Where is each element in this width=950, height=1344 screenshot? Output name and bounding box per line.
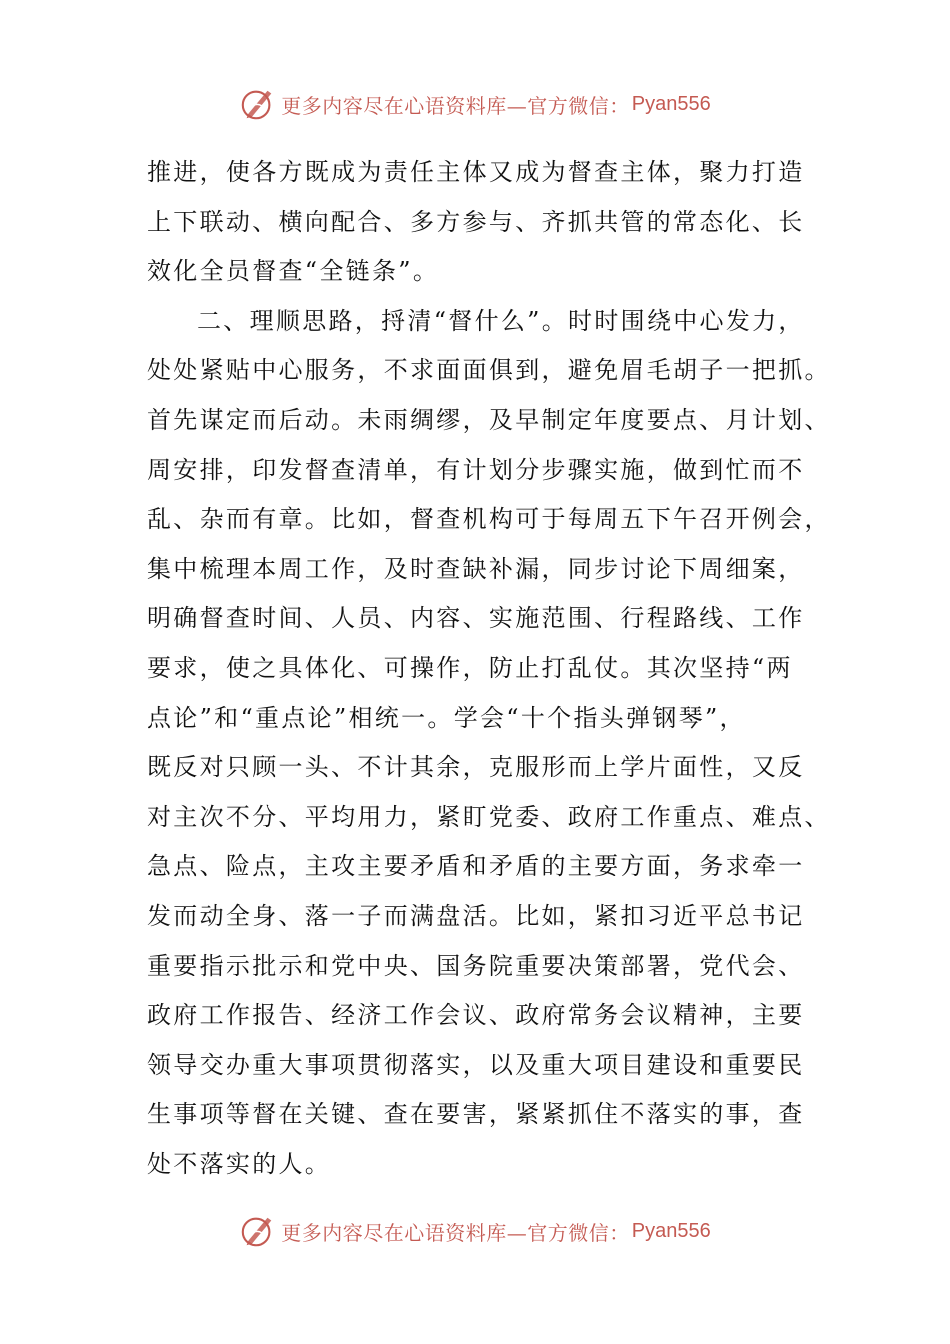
text-line: 既反对只顾一头、不计其余，克服形而上学片面性，又反 bbox=[147, 753, 805, 782]
text-line: 急点、险点，主攻主要矛盾和矛盾的主要方面，务求牵一 bbox=[147, 852, 805, 881]
text-line: 重要指示批示和党中央、国务院重要决策部署，党代会、 bbox=[147, 951, 805, 980]
text-line: 集中梳理本周工作，及时查缺补漏，同步讨论下周细案， bbox=[147, 554, 805, 583]
document-body bbox=[147, 148, 831, 1189]
text-line: 生事项等督在关键、查在要害，紧紧抓住不落实的事，查 bbox=[147, 1100, 805, 1129]
banner-wechat-id: Pyan556 bbox=[631, 92, 711, 115]
header-banner bbox=[0, 84, 950, 124]
banner-wechat-id: Pyan556 bbox=[631, 1219, 711, 1242]
banner-text: 更多内容尽在心语资料库—官方微信： bbox=[281, 93, 630, 118]
text-line: 处处紧贴中心服务，不求面面俱到，避免眉毛胡子一把抓。 bbox=[147, 356, 831, 385]
text-line: 周安排，印发督查清单，有计划分步骤实施，做到忙而不 bbox=[147, 455, 805, 484]
pen-logo-icon bbox=[239, 1212, 277, 1250]
section-heading-line: 二、理顺思路，捋清“督什么”。时时围绕中心发力， bbox=[197, 306, 805, 335]
text-line: 发而动全身、落一子而满盘活。比如，紧扣习近平总书记 bbox=[147, 901, 805, 930]
text-line: 首先谋定而后动。未雨绸缪，及早制定年度要点、月计划、 bbox=[147, 405, 831, 434]
text-line: 乱、杂而有章。比如，督查机构可于每周五下午召开例会， bbox=[147, 505, 831, 534]
text-line: 领导交办重大事项贯彻落实，以及重大项目建设和重要民 bbox=[147, 1050, 805, 1079]
text-line: 上下联动、横向配合、多方参与、齐抓共管的常态化、长 bbox=[147, 207, 805, 236]
text-line: 推进，使各方既成为责任主体又成为督查主体，聚力打造 bbox=[147, 158, 805, 186]
text-line: 处不落实的人。 bbox=[147, 1149, 332, 1178]
text-line: 效化全员督查“全链条”。 bbox=[147, 257, 440, 286]
text-line: 政府工作报告、经济工作会议、政府常务会议精神，主要 bbox=[147, 1001, 805, 1030]
text-line: 对主次不分、平均用力，紧盯党委、政府工作重点、难点、 bbox=[147, 802, 831, 831]
pen-logo-icon bbox=[239, 85, 277, 123]
banner-text: 更多内容尽在心语资料库—官方微信： bbox=[281, 1220, 630, 1245]
text-line: 点论”和“重点论”相统一。学会“十个指头弹钢琴”， bbox=[147, 703, 746, 732]
footer-banner bbox=[0, 1211, 950, 1251]
text-line: 要求，使之具体化、可操作，防止打乱仗。其次坚持“两 bbox=[147, 653, 793, 682]
text-line: 明确督查时间、人员、内容、实施范围、行程路线、工作 bbox=[147, 604, 805, 633]
